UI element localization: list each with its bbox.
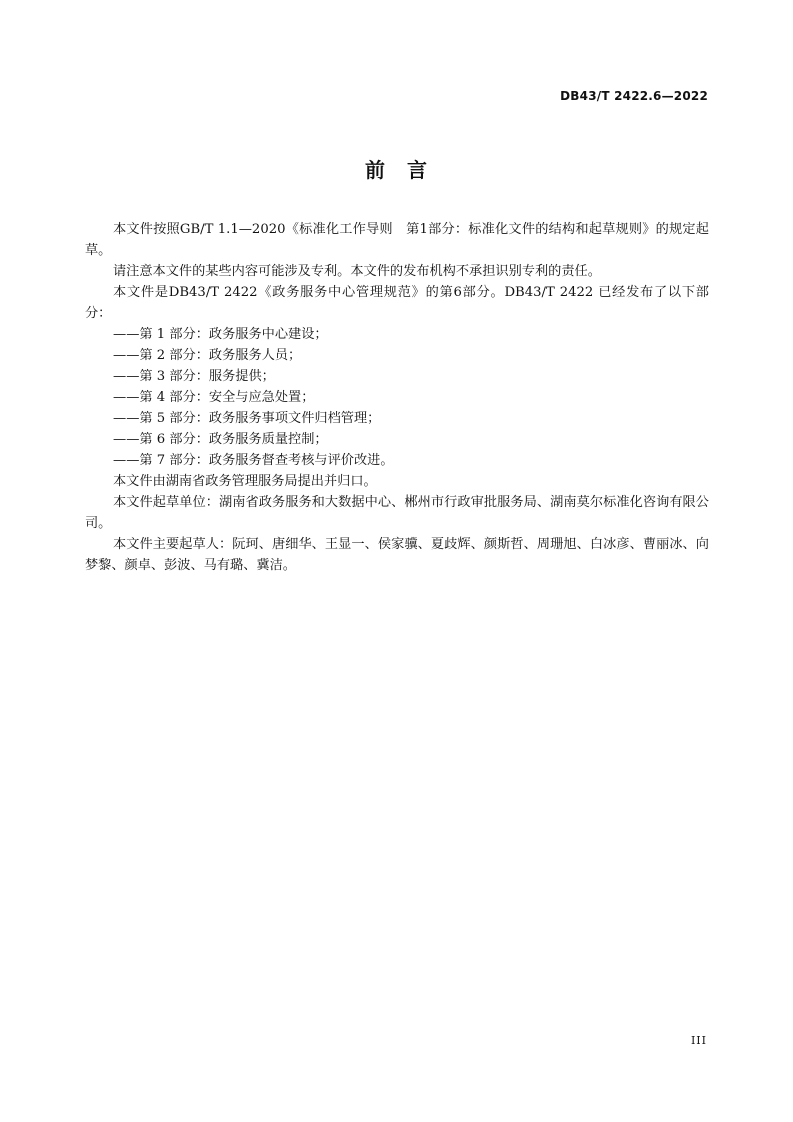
- list-item-part-3: ——第 3 部分：服务提供；: [113, 369, 275, 384]
- page-title: 前 言: [365, 158, 428, 182]
- document-code: DB43/T 2422.6—2022: [560, 89, 708, 103]
- list-item-part-4: ——第 4 部分：安全与应急处置；: [113, 390, 315, 405]
- list-item-part-2: ——第 2 部分：政务服务人员；: [113, 348, 302, 363]
- list-item-part-7: ——第 7 部分：政务服务督查考核与评价改进。: [113, 453, 394, 468]
- page-number: III: [690, 1034, 707, 1047]
- document-body: [85, 219, 709, 576]
- list-item-part-1: ——第 1 部分：政务服务中心建设；: [113, 327, 328, 342]
- paragraph-patent-notice: 请注意本文件的某些内容可能涉及专利。本文件的发布机构不承担识别专利的责任。: [113, 264, 601, 279]
- paragraph-series-intro: 本文件是DB43/T 2422《政务服务中心管理规范》的第6部分。DB43/T 2422 已经发布了以下部分：: [85, 285, 709, 321]
- paragraph-drafting-rules: 本文件按照GB/T 1.1—2020《标准化工作导则 第1部分：标准化文件的结构和起草规则》的规定起草。: [85, 222, 709, 258]
- paragraph-drafters: 本文件主要起草人：阮珂、唐细华、王显一、侯家骥、夏歧辉、颜斯哲、周珊旭、白冰彦、曹丽冰、向梦黎、颜卓、彭波、马有璐、冀洁。: [85, 537, 709, 573]
- list-item-part-5: ——第 5 部分：政务服务事项文件归档管理；: [113, 411, 381, 426]
- paragraph-drafting-units: 本文件起草单位：湖南省政务服务和大数据中心、郴州市行政审批服务局、湖南莫尔标准化咨询有限公司。: [85, 495, 709, 531]
- paragraph-proposer: 本文件由湖南省政务管理服务局提出并归口。: [113, 474, 377, 489]
- list-item-part-6: ——第 6 部分：政务服务质量控制；: [113, 432, 328, 447]
